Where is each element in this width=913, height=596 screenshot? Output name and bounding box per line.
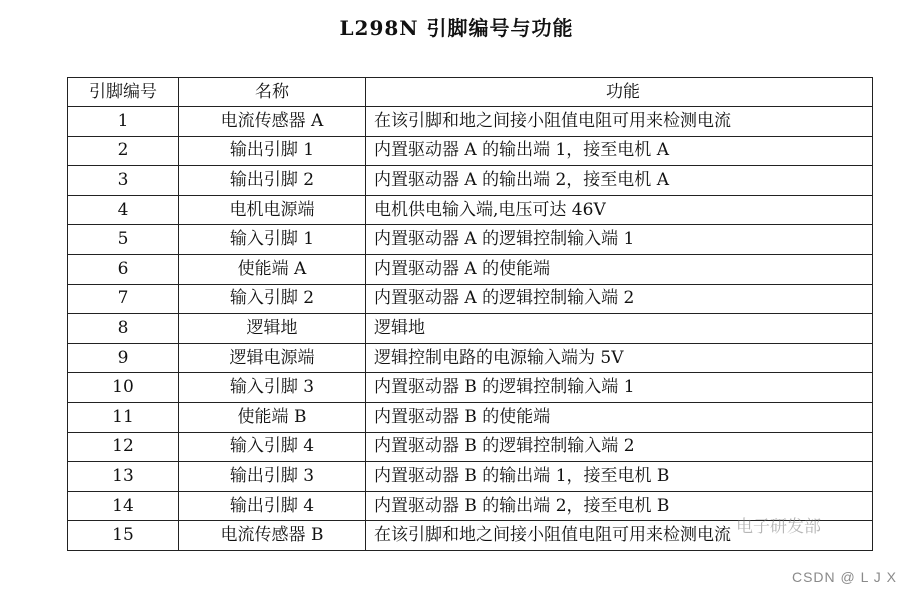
pin-name-cell: 电流传感器 A bbox=[179, 107, 366, 137]
pin-name-cell: 输出引脚 2 bbox=[179, 166, 366, 196]
pin-number-cell: 15 bbox=[68, 521, 179, 551]
pin-name-cell: 使能端 B bbox=[179, 402, 366, 432]
pin-function-cell: 内置驱动器 B 的逻辑控制输入端 2 bbox=[366, 432, 873, 462]
pin-name-cell: 输入引脚 4 bbox=[179, 432, 366, 462]
table-row bbox=[68, 314, 873, 344]
pin-name-cell: 逻辑地 bbox=[179, 314, 366, 344]
table-header-row bbox=[68, 78, 873, 107]
pin-name-cell: 电流传感器 B bbox=[179, 521, 366, 551]
pin-function-cell: 内置驱动器 A 的使能端 bbox=[366, 254, 873, 284]
pin-name-cell: 输出引脚 3 bbox=[179, 462, 366, 492]
table-row bbox=[68, 373, 873, 403]
pin-function-cell: 内置驱动器 B 的输出端 2，接至电机 B bbox=[366, 491, 873, 521]
pin-name-cell: 输入引脚 1 bbox=[179, 225, 366, 255]
watermark: 电子研发部 bbox=[736, 517, 821, 537]
pin-number-cell: 10 bbox=[68, 373, 179, 403]
pin-function-table bbox=[67, 77, 873, 551]
pin-name-cell: 逻辑电源端 bbox=[179, 343, 366, 373]
pin-name-cell: 输入引脚 2 bbox=[179, 284, 366, 314]
table-row bbox=[68, 402, 873, 432]
pin-number-cell: 13 bbox=[68, 462, 179, 492]
pin-number-cell: 6 bbox=[68, 254, 179, 284]
pin-number-cell: 12 bbox=[68, 432, 179, 462]
pin-function-cell: 逻辑控制电路的电源输入端为 5V bbox=[366, 343, 873, 373]
pin-number-cell: 1 bbox=[68, 107, 179, 137]
pin-function-cell: 内置驱动器 A 的逻辑控制输入端 2 bbox=[366, 284, 873, 314]
pin-function-cell: 内置驱动器 A 的输出端 1，接至电机 A bbox=[366, 136, 873, 166]
pin-number-cell: 8 bbox=[68, 314, 179, 344]
pin-number-cell: 9 bbox=[68, 343, 179, 373]
pin-function-cell: 在该引脚和地之间接小阻值电阻可用来检测电流 bbox=[366, 107, 873, 137]
table-row bbox=[68, 284, 873, 314]
pin-function-cell: 内置驱动器 A 的逻辑控制输入端 1 bbox=[366, 225, 873, 255]
pin-function-cell: 在该引脚和地之间接小阻值电阻可用来检测电流 bbox=[366, 521, 873, 551]
pin-number-cell: 2 bbox=[68, 136, 179, 166]
table-row bbox=[68, 136, 873, 166]
pin-name-cell: 输出引脚 1 bbox=[179, 136, 366, 166]
pin-function-cell: 内置驱动器 B 的输出端 1，接至电机 B bbox=[366, 462, 873, 492]
table-row bbox=[68, 462, 873, 492]
pin-name-cell: 使能端 A bbox=[179, 254, 366, 284]
table-row bbox=[68, 195, 873, 225]
pin-number-cell: 11 bbox=[68, 402, 179, 432]
csdn-credit: CSDN @ L J X bbox=[791, 569, 897, 585]
table-body bbox=[68, 107, 873, 551]
header-function: 功能 bbox=[366, 78, 873, 107]
pin-name-cell: 输入引脚 3 bbox=[179, 373, 366, 403]
pin-function-cell: 逻辑地 bbox=[366, 314, 873, 344]
header-name: 名称 bbox=[179, 78, 366, 107]
pin-number-cell: 4 bbox=[68, 195, 179, 225]
table-row bbox=[68, 225, 873, 255]
pin-number-cell: 5 bbox=[68, 225, 179, 255]
pin-function-cell: 电机供电输入端,电压可达 46V bbox=[366, 195, 873, 225]
table-row bbox=[68, 254, 873, 284]
pin-number-cell: 14 bbox=[68, 491, 179, 521]
header-pin-number: 引脚编号 bbox=[68, 78, 179, 107]
table-row bbox=[68, 343, 873, 373]
pin-name-cell: 电机电源端 bbox=[179, 195, 366, 225]
table-row bbox=[68, 166, 873, 196]
pin-number-cell: 3 bbox=[68, 166, 179, 196]
page-title: L298N 引脚编号与功能 bbox=[339, 16, 574, 40]
table-row bbox=[68, 432, 873, 462]
pin-name-cell: 输出引脚 4 bbox=[179, 491, 366, 521]
pin-function-cell: 内置驱动器 B 的使能端 bbox=[366, 402, 873, 432]
pin-function-cell: 内置驱动器 B 的逻辑控制输入端 1 bbox=[366, 373, 873, 403]
table-row bbox=[68, 107, 873, 137]
pin-function-cell: 内置驱动器 A 的输出端 2，接至电机 A bbox=[366, 166, 873, 196]
pin-number-cell: 7 bbox=[68, 284, 179, 314]
